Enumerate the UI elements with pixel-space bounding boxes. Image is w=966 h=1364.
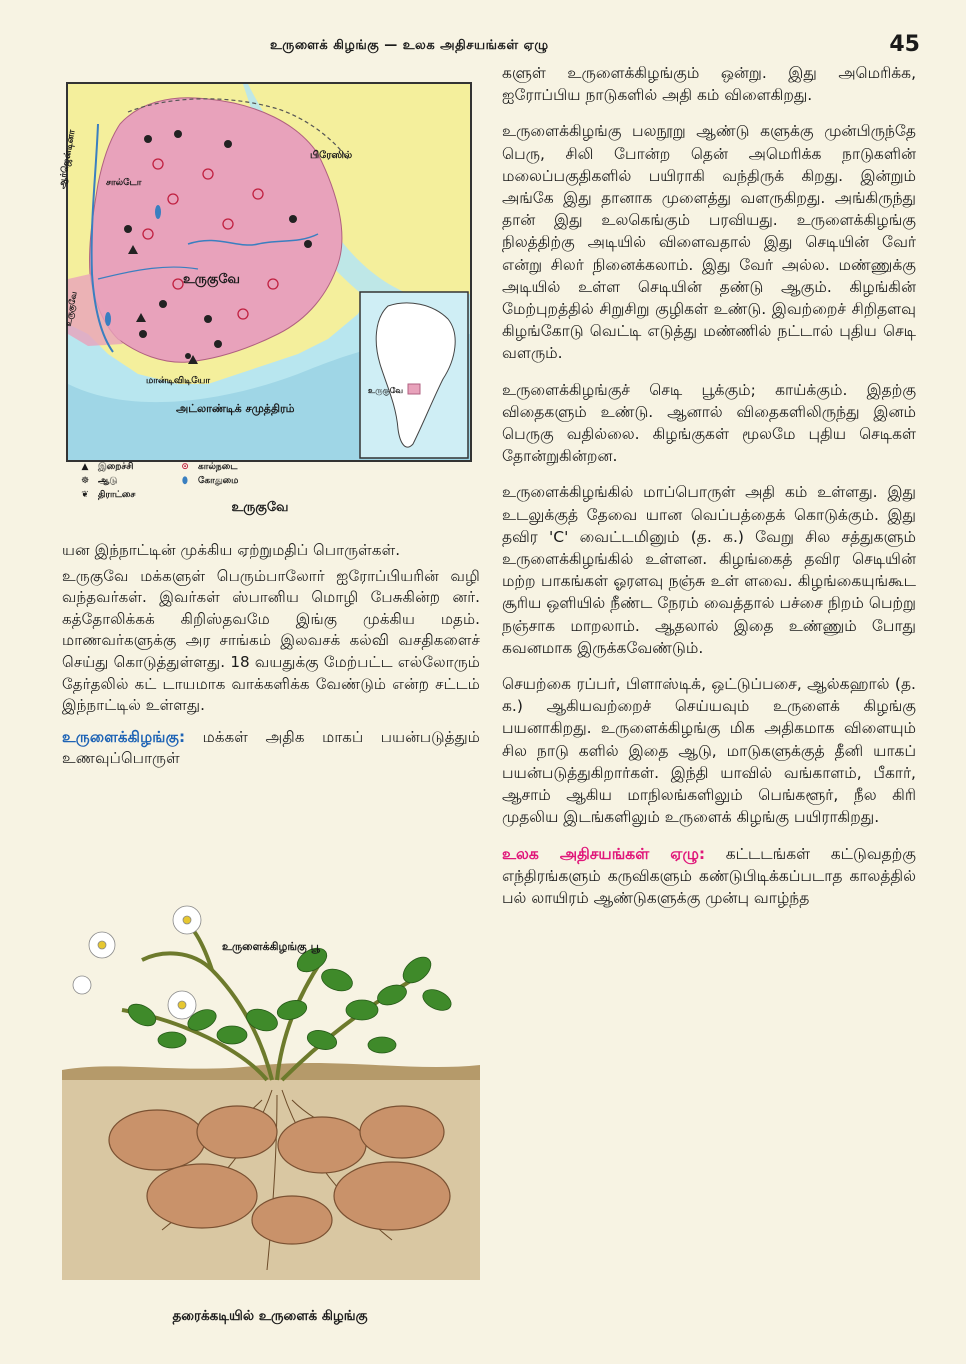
cattle-icon: ⊙ xyxy=(181,462,189,472)
sheep-icon: ☸ xyxy=(80,476,90,486)
label-uruguay: உருகுவே xyxy=(183,272,240,287)
label-montevideo: மான்டிவிடியோ xyxy=(146,376,211,386)
legend-label: ஆடு xyxy=(98,476,118,486)
legend-label: இறைச்சி xyxy=(98,462,134,472)
section-heading: உலக அதிசயங்கள் ஏழு: xyxy=(502,844,706,863)
wheat-icon: ⬮ xyxy=(182,476,188,486)
legend-item xyxy=(178,462,237,473)
right-column xyxy=(502,62,916,909)
page-number: 45 xyxy=(889,32,920,57)
label-brazil: பிரேஸில் xyxy=(310,150,353,161)
grapes-icon: ❦ xyxy=(81,490,89,500)
label-atlantic: அட்லாண்டிக் சமுத்திரம் xyxy=(176,402,295,415)
section-heading: உருளைக்கிழங்கு: xyxy=(62,727,186,746)
meat-icon: ▲ xyxy=(81,462,89,472)
label-uruguay-river: உருகுவே xyxy=(63,290,79,327)
paragraph: உருளைக்கிழங்குச் செடி பூக்கும்; காய்க்கும். இதற்கு விதைகளும் உண்டு. ஆனால் விதைகளிலிருந்து இனம் பெருகு வதில்லை. கிழங்குகள் மூலமே புதிய செடிகள் தோன்றுகின்றன. xyxy=(502,380,916,466)
paragraph: செயற்கை ரப்பர், பிளாஸ்டிக், ஒட்டுப்பசை, ஆல்கஹால் (த. க.) ஆகியவற்றைச் செய்யவும் உருளைக் கிழங்கு பயனாகிறது. உருளைக்கிழங்கு மிக அதிகமாக விளையும் சில நாடு களில் இதை ஆடு, மாடுகளுக்குத் தீனி யாகப் பயன்படுத்துகிறார்கள். இந்தி யாவில் வங்காளம், பீகார், ஆசாம் ஆகிய மாநிலங்களிலும் பெங்களூர், நீல கிரி முதலிய இடங்களிலும் உருளைக் கிழங்கு பயிராகிறது. xyxy=(502,675,916,827)
running-head: உருளைக் கிழங்கு — உலக அதிசயங்கள் ஏழு xyxy=(270,38,549,53)
paragraph xyxy=(62,727,480,770)
paragraph: உருளைக்கிழங்கு பலநூறு ஆண்டு களுக்கு முன்பிருந்தே பெரு, சிலி போன்ற தென் அமெரிக்க நாடுகளின் மலைப்பகுதிகளில் பயிராகி வந்திருக் கிறது. இன்றும் அங்கே இது தானாக முளைத்து வளருகிறது. அங்கிருந்து தான் இது உலகெங்கும் பரவியது. உருளைக்கிழங்கு நிலத்திற்கு அடியில் விளைவதால் இது செடியின் வேர் என்று சிலர் நினைக்கலாம். இது வேர் அல்ல. மண்ணுக்கு அடியில் உள்ள செடியின் தண்டு ஆகும். கிழங்கின் மேற்புறத்தில் சிறுசிறு குழிகள் உண்டு. இவற்றைச் சிறிதளவு கிழங்கோடு வெட்டி எடுத்து மண்ணில் நட்டால் புதிய செடி வளரும். xyxy=(502,122,916,363)
paragraph-text: மக்கள் அதிக மாகப் பயன்படுத்தும் உணவுப்பொருள் xyxy=(62,727,480,768)
legend-label: கால்நடை xyxy=(198,462,238,472)
potato-plant-illustration xyxy=(62,900,480,1300)
label-inset-uruguay: உருகுவே xyxy=(368,386,404,395)
uruguay-map xyxy=(57,82,472,462)
potato-plant-drawing xyxy=(62,900,480,1280)
left-column xyxy=(62,540,480,770)
paragraph: யன இந்நாட்டின் முக்கிய ஏற்றுமதிப் பொருள்கள். xyxy=(62,541,401,559)
legend-label: கோதுமை xyxy=(198,476,239,486)
page-header xyxy=(70,30,920,66)
paragraph: களுள் உருளைக்கிழங்கும் ஒன்று. இது அமெரிக்க, ஐரோப்பிய நாடுகளில் அதி கம் விளைகிறது. xyxy=(502,64,916,105)
paragraph: உருகுவே மக்களுள் பெரும்பாலோர் ஐரோப்பியரின் வழி வந்தவர்கள். இவர்கள் ஸ்பானிய மொழி பேசுகின்ற னர். கத்தோலிக்கக் கிறிஸ்தவமே இங்கு முக்கிய மதம். மாணவர்களுக்கு அர சாங்கம் இலவசக் கல்வி வசதிகளைச் செய்து கொடுத்துள்ளது. 18 வயதுக்கு மேற்பட்ட எல்லோரும் தேர்தலில் கட் டாயமாக வாக்களிக்க வேண்டும் என்ற சட்டம் இந்நாட்டில் உள்ளது. xyxy=(62,566,480,715)
paragraph: உருளைக்கிழங்கில் மாப்பொருள் அதி கம் உள்ளது. இது உடலுக்குத் தேவை யான வெப்பத்தைக் கொடுக்கும். இது தவிர 'C' வைட்டமினும் (த. க.) வேறு சில சத்துகளும் உருளைக்கிழங்கில் உள்ளன. கிழங்கைத் தவிர செடியின் மற்ற பாகங்கள் ஓரளவு நஞ்சு உள் ளவை. கிழங்கையுங்கூட சூரிய ஒளியில் நீண்ட நேரம் வைத்தால் பச்சை நிறம் பெற்று நஞ்சாக மாறலாம். ஆதலால் இதை உண்ணும் போது கவனமாக இருக்கவேண்டும். xyxy=(502,483,916,657)
map-caption: உருகுவே xyxy=(231,500,289,515)
label-argentina: ஆர்ஜென்டினா xyxy=(57,129,78,190)
legend-label: திராட்சை xyxy=(98,490,136,500)
paragraph xyxy=(502,843,916,910)
legend-item xyxy=(78,476,117,487)
paragraph-text: கட்டடங்கள் கட்டுவதற்கு எந்திரங்களும் கருவிகளும் கண்டுபிடிக்கப்படாத காலத்தில் பல் லாயிரம் ஆண்டுகளுக்கு முன்பு வாழ்ந்த xyxy=(502,844,916,907)
legend-item xyxy=(178,476,238,487)
flower-label: உருளைக்கிழங்கு பூ xyxy=(222,940,320,953)
label-salto: சால்டோ xyxy=(106,178,142,188)
legend-item xyxy=(78,462,133,473)
legend-item xyxy=(78,490,135,501)
plant-caption: தரைக்கடியில் உருளைக் கிழங்கு xyxy=(172,1308,368,1324)
